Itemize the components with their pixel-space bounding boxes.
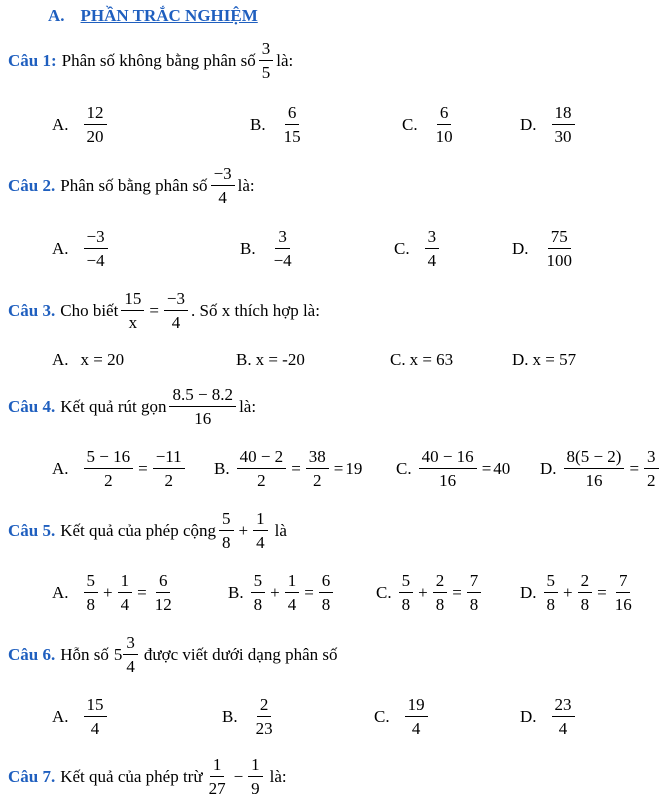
denominator: 9: [251, 779, 260, 798]
section-heading: [48, 6, 258, 26]
denominator: 100: [546, 251, 573, 270]
question-text: Kết quả rút gọn: [60, 396, 167, 416]
numerator: 2: [578, 572, 593, 593]
numerator: −3: [164, 290, 188, 311]
denominator: 23: [255, 719, 273, 738]
denominator: 20: [86, 127, 104, 146]
denominator: 4: [90, 719, 100, 738]
plus-sign: +: [103, 582, 113, 602]
option-label: D.: [540, 458, 557, 478]
denominator: 16: [614, 595, 632, 614]
option-label: C.: [402, 114, 418, 134]
fraction: [121, 290, 144, 331]
numerator: 1: [210, 756, 225, 777]
numerator: 2: [257, 696, 272, 717]
denominator: 4: [558, 719, 568, 738]
fraction: [306, 448, 329, 489]
fraction: [433, 572, 448, 613]
option-label: A.: [52, 114, 69, 134]
denominator: 8: [546, 595, 556, 614]
option-label: B.: [236, 350, 252, 369]
denominator: 2: [257, 471, 266, 490]
option-label: C.: [394, 238, 410, 258]
question-number: Câu 3.: [8, 300, 56, 320]
equals-sign: =: [138, 458, 148, 478]
denominator: 4: [218, 188, 227, 207]
fraction: [544, 228, 576, 269]
fraction: [84, 572, 99, 613]
numerator: 6: [285, 104, 300, 125]
section-title: PHẦN TRẮC NGHIỆM: [80, 6, 258, 25]
option-label: A.: [52, 458, 69, 478]
plus-sign: +: [270, 582, 280, 602]
denominator: 16: [194, 409, 212, 428]
option-label: D.: [520, 582, 537, 602]
numerator: 38: [306, 448, 329, 469]
numerator: 8.5 − 8.2: [169, 386, 236, 407]
section-label: A.: [48, 6, 65, 25]
numerator: 6: [319, 572, 334, 593]
q2-option-a[interactable]: [52, 228, 111, 269]
q1-option-a[interactable]: [52, 104, 110, 145]
denominator: 4: [120, 595, 130, 614]
question-tail: là: [274, 520, 287, 540]
option-label: B.: [214, 458, 230, 478]
numerator: 3: [259, 40, 274, 61]
question-number: Câu 5.: [8, 520, 56, 540]
denominator: 4: [126, 657, 135, 676]
denominator: 4: [171, 313, 181, 332]
question-number: Câu 6.: [8, 644, 56, 664]
question-tail: là:: [276, 50, 294, 70]
equals-sign: =: [137, 582, 147, 602]
numerator: 5: [399, 572, 414, 593]
numerator: 7: [616, 572, 631, 593]
question-number: Câu 7.: [8, 766, 56, 786]
option-label: B.: [250, 114, 266, 134]
q6-option-c[interactable]: [374, 696, 431, 737]
numerator: −3: [84, 228, 108, 249]
option-label: B.: [222, 706, 238, 726]
numerator: 18: [552, 104, 575, 125]
denominator: 16: [585, 471, 603, 490]
question-text: Kết quả của phép cộng: [60, 520, 217, 540]
fraction: [425, 228, 440, 269]
q6-option-d[interactable]: [520, 696, 578, 737]
fraction: [164, 290, 188, 331]
option-text: x = -20: [255, 350, 305, 369]
numerator: 5 − 16: [84, 448, 134, 469]
fraction: [271, 228, 295, 269]
fraction: [578, 572, 593, 613]
question-text: Kết quả của phép trừ: [60, 766, 203, 786]
q1-option-c[interactable]: [402, 104, 459, 145]
numerator: 15: [84, 696, 107, 717]
denominator: −4: [273, 251, 292, 270]
denominator: 8: [321, 595, 331, 614]
numerator: 1: [253, 510, 268, 531]
question-4: [8, 386, 256, 427]
fraction: [123, 634, 138, 675]
numerator: 3: [123, 634, 138, 655]
question-tail: được viết dưới dạng phân số: [143, 644, 338, 664]
fraction: [169, 386, 236, 427]
denominator: 2: [164, 471, 173, 490]
fraction: [248, 756, 263, 797]
denominator: 8: [401, 595, 411, 614]
q2-option-d[interactable]: [512, 228, 578, 269]
fraction: [84, 104, 107, 145]
numerator: 3: [644, 448, 659, 469]
fraction: [211, 165, 235, 206]
fraction: [467, 572, 482, 613]
q6-option-a[interactable]: [52, 696, 110, 737]
q4-option-c[interactable]: [396, 448, 510, 489]
numerator: 7: [467, 572, 482, 593]
equals-sign: =: [629, 458, 640, 478]
q3-option-a[interactable]: [52, 350, 124, 370]
result-value: 19: [345, 458, 363, 478]
question-number: Câu 4.: [8, 396, 56, 416]
numerator: −11: [153, 448, 185, 469]
denominator: 4: [256, 533, 265, 552]
fraction: [206, 756, 229, 797]
denominator: x: [128, 313, 138, 332]
plus-sign: +: [238, 520, 249, 540]
question-3: [8, 290, 320, 331]
fraction: [237, 448, 287, 489]
question-number: Câu 1:: [8, 50, 57, 70]
denominator: 5: [261, 63, 271, 82]
numerator: 1: [118, 572, 133, 593]
fraction: [612, 572, 635, 613]
minus-sign: −: [233, 766, 244, 786]
equals-sign: =: [452, 582, 462, 602]
denominator: 8: [435, 595, 445, 614]
option-label: D.: [520, 706, 537, 726]
fraction: [152, 572, 175, 613]
numerator: 2: [433, 572, 448, 593]
option-text: x = 20: [80, 350, 125, 369]
denominator: 2: [313, 471, 322, 490]
denominator: 4: [287, 595, 297, 614]
denominator: 27: [208, 779, 226, 798]
fraction: [153, 448, 185, 489]
denominator: 2: [647, 471, 656, 490]
numerator: 23: [552, 696, 575, 717]
question-tail: là:: [237, 175, 255, 195]
fraction: [433, 104, 456, 145]
equals-sign: =: [304, 582, 314, 602]
option-label: D.: [520, 114, 537, 134]
fraction: [564, 448, 625, 489]
result-value: 40: [493, 458, 511, 478]
option-label: B.: [228, 582, 244, 602]
q3-option-c[interactable]: [390, 350, 453, 370]
fraction: [84, 696, 107, 737]
q2-option-b[interactable]: [240, 228, 298, 269]
denominator: 30: [554, 127, 572, 146]
fraction: [405, 696, 428, 737]
whole-part: 5: [113, 644, 123, 664]
denominator: 8: [580, 595, 590, 614]
numerator: 5: [84, 572, 99, 593]
numerator: 6: [156, 572, 171, 593]
fraction: [544, 572, 559, 613]
numerator: 5: [544, 572, 559, 593]
q4-option-a[interactable]: [52, 448, 188, 489]
fraction: [281, 104, 304, 145]
question-7: [8, 756, 287, 797]
fraction: [259, 40, 274, 81]
question-6: [8, 634, 338, 675]
question-1: [8, 40, 293, 81]
denominator: −4: [86, 251, 105, 270]
option-label: D.: [512, 238, 529, 258]
q1-option-b[interactable]: [250, 104, 307, 145]
fraction: [253, 510, 268, 551]
equals-sign: =: [149, 300, 159, 320]
numerator: 3: [425, 228, 440, 249]
option-label: A.: [52, 238, 69, 258]
question-tail: . Số x thích hợp là:: [191, 300, 320, 320]
q4-option-b[interactable]: [214, 448, 362, 489]
fraction: [552, 696, 575, 737]
q3-option-d[interactable]: [512, 350, 576, 370]
fraction: [118, 572, 133, 613]
question-text: Phân số bằng phân số: [60, 175, 208, 195]
fraction: [644, 448, 659, 489]
numerator: 8(5 − 2): [564, 448, 625, 469]
numerator: 5: [219, 510, 234, 531]
option-label: B.: [240, 238, 256, 258]
q3-option-b[interactable]: [236, 350, 305, 370]
denominator: 8: [253, 595, 263, 614]
denominator: 16: [439, 471, 457, 490]
fraction: [319, 572, 334, 613]
fraction: [84, 228, 108, 269]
denominator: 8: [222, 533, 231, 552]
fraction: [253, 696, 276, 737]
option-label: D.: [512, 350, 529, 369]
question-tail: là:: [269, 766, 287, 786]
denominator: 2: [104, 471, 113, 490]
question-tail: là:: [239, 396, 257, 416]
fraction: [219, 510, 234, 551]
numerator: 6: [437, 104, 452, 125]
denominator: 8: [86, 595, 96, 614]
denominator: 4: [411, 719, 421, 738]
option-label: A.: [52, 582, 69, 602]
question-number: Câu 2.: [8, 175, 56, 195]
question-text: Phân số không bằng phân số: [61, 50, 256, 70]
plus-sign: +: [418, 582, 428, 602]
option-label: A.: [52, 706, 69, 726]
denominator: 4: [427, 251, 437, 270]
q5-option-d[interactable]: [520, 572, 638, 613]
option-label: C.: [376, 582, 392, 602]
numerator: 3: [275, 228, 290, 249]
question-text: Cho biết: [60, 300, 119, 320]
option-label: C.: [374, 706, 390, 726]
q5-option-a[interactable]: [52, 572, 178, 613]
numerator: 19: [405, 696, 428, 717]
numerator: 1: [285, 572, 300, 593]
question-5: [8, 510, 287, 551]
option-label: C.: [396, 458, 412, 478]
option-label: A.: [52, 350, 69, 369]
option-text: x = 63: [409, 350, 454, 369]
denominator: 8: [469, 595, 479, 614]
fraction: [285, 572, 300, 613]
denominator: 10: [435, 127, 453, 146]
plus-sign: +: [563, 582, 573, 602]
option-label: C.: [390, 350, 406, 369]
fraction: [419, 448, 477, 489]
numerator: −3: [211, 165, 235, 186]
equals-sign: =: [597, 582, 607, 602]
q2-option-c[interactable]: [394, 228, 442, 269]
option-text: x = 57: [532, 350, 577, 369]
numerator: 40 − 2: [237, 448, 287, 469]
q1-option-d[interactable]: [520, 104, 578, 145]
q5-option-c[interactable]: [376, 572, 484, 613]
numerator: 1: [248, 756, 263, 777]
numerator: 5: [251, 572, 266, 593]
fraction: [399, 572, 414, 613]
equals-sign: =: [291, 458, 301, 478]
fraction: [84, 448, 134, 489]
q4-option-d[interactable]: [540, 448, 662, 489]
question-2: [8, 165, 255, 206]
question-text: Hỗn số: [60, 644, 109, 664]
fraction: [251, 572, 266, 613]
equals-sign: =: [481, 458, 492, 478]
denominator: 12: [154, 595, 172, 614]
numerator: 40 − 16: [419, 448, 477, 469]
equals-sign: =: [333, 458, 344, 478]
numerator: 15: [121, 290, 144, 311]
q6-option-b[interactable]: [222, 696, 279, 737]
numerator: 12: [84, 104, 107, 125]
q5-option-b[interactable]: [228, 572, 336, 613]
fraction: [552, 104, 575, 145]
denominator: 15: [283, 127, 301, 146]
numerator: 75: [548, 228, 571, 249]
